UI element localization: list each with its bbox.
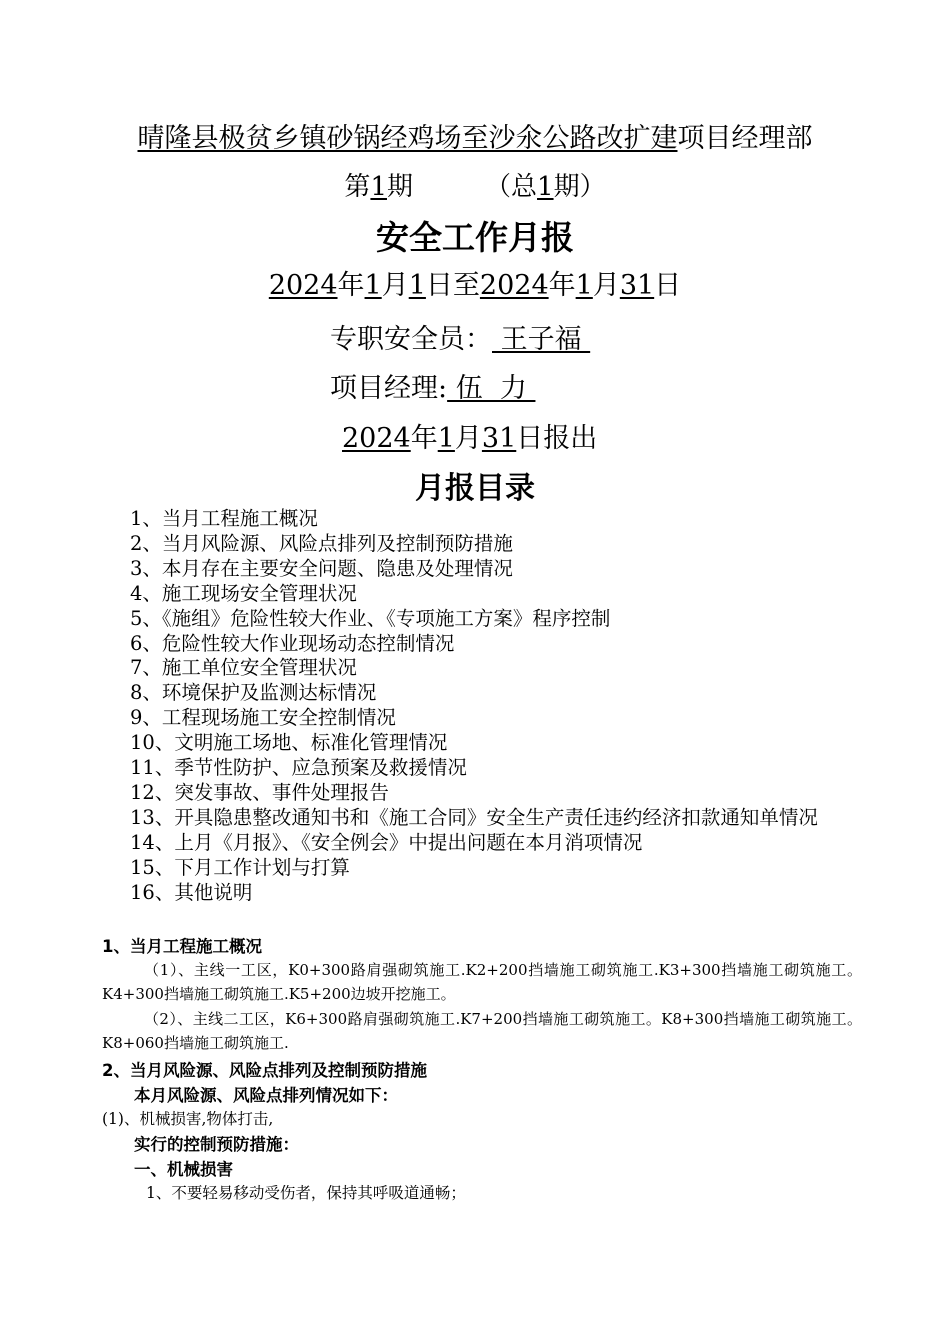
- toc-item: 16、其他说明: [130, 880, 253, 904]
- measures-heading: 实行的控制预防措施：: [134, 1135, 299, 1154]
- toc-item: 5、《施组》危险性较大作业、《专项施工方案》程序控制: [130, 606, 611, 630]
- toc-item: 10、文明施工场地、标准化管理情况: [130, 731, 448, 755]
- toc-item: 9、工程现场施工安全控制情况: [130, 706, 396, 730]
- month-word: 月: [381, 270, 409, 301]
- end-day: 31: [619, 270, 655, 301]
- toc-list: [130, 507, 870, 906]
- total-number: 1: [537, 172, 554, 202]
- day-word: 日: [654, 270, 682, 301]
- report-period: [0, 263, 950, 302]
- section2-heading: 2、当月风险源、风险点排列及控制预防措施: [102, 1061, 427, 1080]
- project-suffix: 项目经理部: [677, 123, 813, 154]
- toc-item: 13、开具隐患整改通知书和《施工合同》安全生产责任违约经济扣款通知单情况: [130, 805, 818, 829]
- report-year: 2024: [342, 423, 411, 454]
- section1-paragraph-2: （2）、主线二工区，K6+300路肩强砌筑施工.K7+200挡墙施工砌筑施工。K8+300挡墙施工砌筑施工。K8+060挡墙施工砌筑施工.: [102, 1010, 862, 1052]
- project-title: [0, 116, 950, 155]
- toc-item: 11、季节性防护、应急预案及救援情况: [130, 756, 467, 780]
- report-title: 安全工作月报: [376, 218, 574, 257]
- project-manager-name: 伍 力: [447, 373, 536, 404]
- end-year: 2024: [479, 270, 549, 301]
- month-word: 月: [592, 270, 620, 301]
- section1-paragraph-1: （1）、主线一工区，K0+300路肩强砌筑施工.K2+200挡墙施工砌筑施工.K3+300挡墙施工砌筑施工。K4+300挡墙施工砌筑施工.K5+200边坡开挖施工。: [102, 961, 862, 1003]
- report-day: 31: [481, 423, 517, 454]
- toc-item: 7、施工单位安全管理状况: [130, 656, 357, 680]
- issue-number: 1: [370, 172, 387, 202]
- project-name: 晴隆县极贫乡镇砂锅经鸡场至沙氽公路改扩建: [137, 123, 678, 154]
- start-month: 1: [364, 270, 382, 301]
- toc-item: 3、本月存在主要安全问题、隐患及处理情况: [130, 556, 513, 580]
- toc-item: 12、突发事故、事件处理报告: [130, 780, 389, 804]
- toc-item: 4、施工现场安全管理状况: [130, 581, 357, 605]
- section2-subheading: 本月风险源、风险点排列情况如下：: [134, 1086, 398, 1105]
- report-suffix: 日报出: [516, 423, 598, 454]
- year-word: 年: [410, 423, 438, 454]
- safety-officer-name: 王子福: [492, 324, 591, 355]
- measure1-item1: 1、不要轻易移动受伤者，保持其呼吸道通畅；: [146, 1184, 466, 1202]
- year-word: 年: [337, 270, 365, 301]
- measure1-title: 一、机械损害: [134, 1160, 233, 1179]
- toc-item: 15、下月工作计划与打算: [130, 855, 350, 879]
- month-word: 月: [454, 423, 482, 454]
- start-year: 2024: [268, 270, 338, 301]
- issue-prefix: 第: [344, 172, 371, 202]
- project-manager-label: 项目经理:: [330, 373, 448, 404]
- project-manager-line: [330, 366, 535, 405]
- issue-word: 期: [386, 172, 413, 202]
- start-day: 1: [408, 270, 426, 301]
- toc-item: 2、当月风险源、风险点排列及控制预防措施: [130, 531, 513, 555]
- safety-officer-line: [330, 317, 590, 356]
- toc-item: 6、危险性较大作业现场动态控制情况: [130, 631, 455, 655]
- report-date: [342, 416, 597, 455]
- risk-list: (1)、机械损害,物体打击,: [102, 1110, 274, 1128]
- toc-title: 月报目录: [415, 471, 535, 506]
- to-word: 日至: [425, 270, 480, 301]
- toc-item: 1、当月工程施工概况: [130, 507, 318, 530]
- end-month: 1: [575, 270, 593, 301]
- total-suffix: 期）: [553, 172, 606, 202]
- toc-item: 8、环境保护及监测达标情况: [130, 681, 377, 705]
- safety-officer-label: 专职安全员：: [330, 324, 492, 355]
- toc-item: 14、上月《月报》、《安全例会》中提出问题在本月消项情况: [130, 830, 643, 854]
- report-month: 1: [437, 423, 455, 454]
- section1-heading: 1、当月工程施工概况: [102, 937, 262, 956]
- year-word: 年: [548, 270, 576, 301]
- issue-line: [0, 166, 950, 203]
- total-prefix: （总: [485, 172, 538, 202]
